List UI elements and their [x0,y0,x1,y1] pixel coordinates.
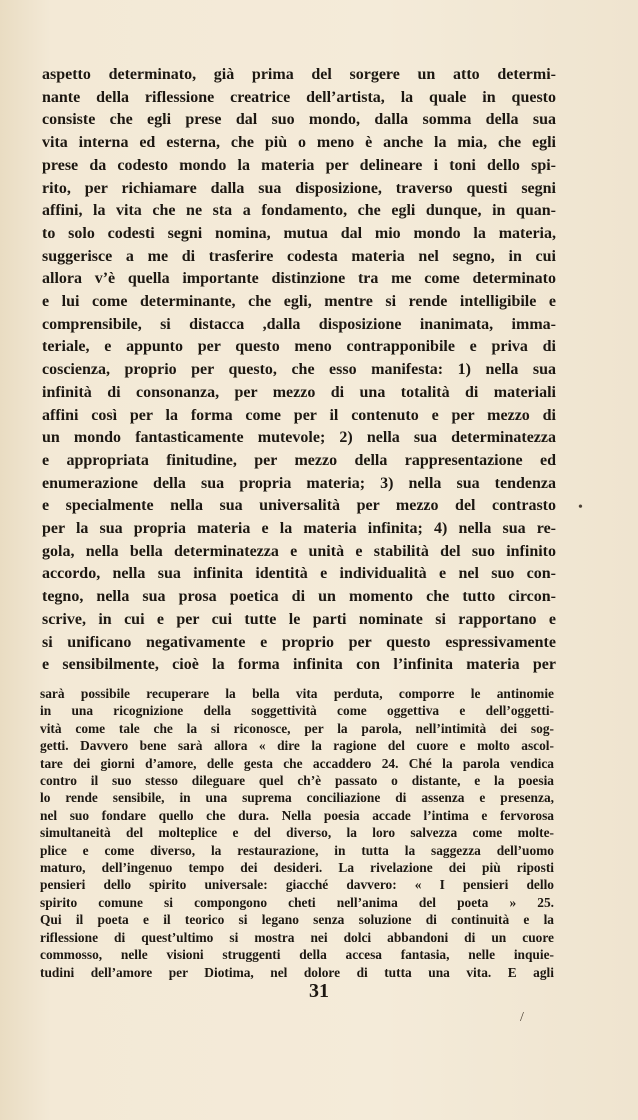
text-line: un mondo fantasticamente mutevole; 2) nella sua determinatezza [42,429,556,447]
page-number: 31 [309,980,329,1002]
note-line: riflessione di quest’ultimo si mostra nei dolci abbandoni di un cuore [40,929,554,945]
text-line: prese da codesto mondo la materia per delineare i toni dello spi- [42,156,556,174]
note-line: getti. Davvero bene sarà allora « dire la ragione del cuore e molto ascol- [40,738,554,754]
text-line: per la sua propria materia e la materia infinita; 4) nella sua re- [42,520,556,538]
text-line: e specialmente nella sua universalità per mezzo del contrasto [42,497,556,515]
main-text-block [42,64,556,677]
text-line: e lui come determinante, che egli, mentre si rende intelligibile e [42,293,556,311]
stray-mark: / [520,1010,524,1025]
text-line: e appropriata finitudine, per mezzo della rappresentazione ed [42,451,556,469]
text-line: affini, la vita che ne sta a fondamento, che egli dunque, in quan- [42,202,556,220]
note-line: contro il suo stesso dileguare quel ch’è passato o distante, e la poesia [40,773,554,789]
notes-text-block [40,685,554,981]
text-line: coscienza, proprio per questo, che esso manifesta: 1) nella sua [42,361,556,379]
note-line: tudini dell’amore per Diotima, nel dolore di tutta una vita. E agli [40,964,554,980]
stray-mark: • [578,500,583,515]
text-line: rito, per richiamare dalla sua disposizione, traverso questi segni [42,179,556,197]
note-line: spirito comune si compongono cheti nell’anima del poeta » 25. [40,894,554,910]
text-line: e sensibilmente, cioè la forma infinita con l’infinita materia per [42,656,556,674]
note-line: sarà possibile recuperare la bella vita perduta, comporre le antinomie [40,686,554,701]
text-line: gola, nella bella determinatezza e unità e stabilità del suo infinito [42,542,556,560]
text-line: vita interna ed esterna, che più o meno è anche la mia, che egli [42,134,556,152]
text-line: aspetto determinato, già prima del sorgere un atto determi- [42,66,556,83]
note-line: simultaneità del molteplice e del diverso, la loro salvezza come molte- [40,825,554,841]
note-line: tare dei giorni d’amore, delle gesta che accaddero 24. Ché la parola vendica [40,755,554,771]
note-line: in una ricognizione della soggettività come oggettiva e dell’oggetti- [40,703,554,719]
text-line: accordo, nella sua infinita identità e individualità e nel suo con- [42,565,556,583]
text-line: suggerisce a me di trasferire codesta materia nel segno, in cui [42,247,556,265]
text-line: si unificano negativamente e proprio per questo espressivamente [42,633,556,651]
text-line: teriale, e appunto per questo meno contrapponibile e priva di [42,338,556,356]
text-line: affini così per la forma come per il contenuto e per mezzo di [42,406,556,424]
text-line: consiste che egli prese dal suo mondo, dalla somma della sua [42,111,556,129]
note-line: lo rende sensibile, in una suprema conciliazione di assenza e presenza, [40,790,554,806]
text-line: enumerazione della sua propria materia; 3) nella sua tendenza [42,474,556,492]
note-line: Qui il poeta e il teorico si legano senza soluzione di continuità e la [40,912,554,928]
text-line: comprensibile, si distacca ,dalla disposizione inanimata, imma- [42,315,556,333]
text-line: nante della riflessione creatrice dell’artista, la quale in questo [42,88,556,106]
text-line: tegno, nella sua prosa poetica di un momento che tutto circon- [42,588,556,606]
note-line: maturo, dell’ingenuo tempo dei desideri. La rivelazione dei più riposti [40,860,554,876]
note-line: commosso, nelle visioni struggenti della accesa fantasia, nelle inquie- [40,947,554,963]
text-line: to solo codesti segni nomina, mutua dal mio mondo la materia, [42,224,556,242]
note-line: nel suo fondare quello che dura. Nella poesia accade l’intima e fervorosa [40,807,554,823]
note-line: plice e come diverso, la restaurazione, in tutta la saggezza dell’uomo [40,842,554,858]
note-line: vità come tale che la si riconosce, per la parola, nell’intimità dei sog- [40,720,554,736]
text-line: infinità di consonanza, per mezzo di una totalità di materiali [42,383,556,401]
text-line: scrive, in cui e per cui tutte le parti nominate si rapportano e [42,610,556,628]
text-line: allora v’è quella importante distinzione tra me come determinato [42,270,556,288]
note-line: pensieri dello spirito universale: giacché davvero: « I pensieri dello [40,877,554,893]
